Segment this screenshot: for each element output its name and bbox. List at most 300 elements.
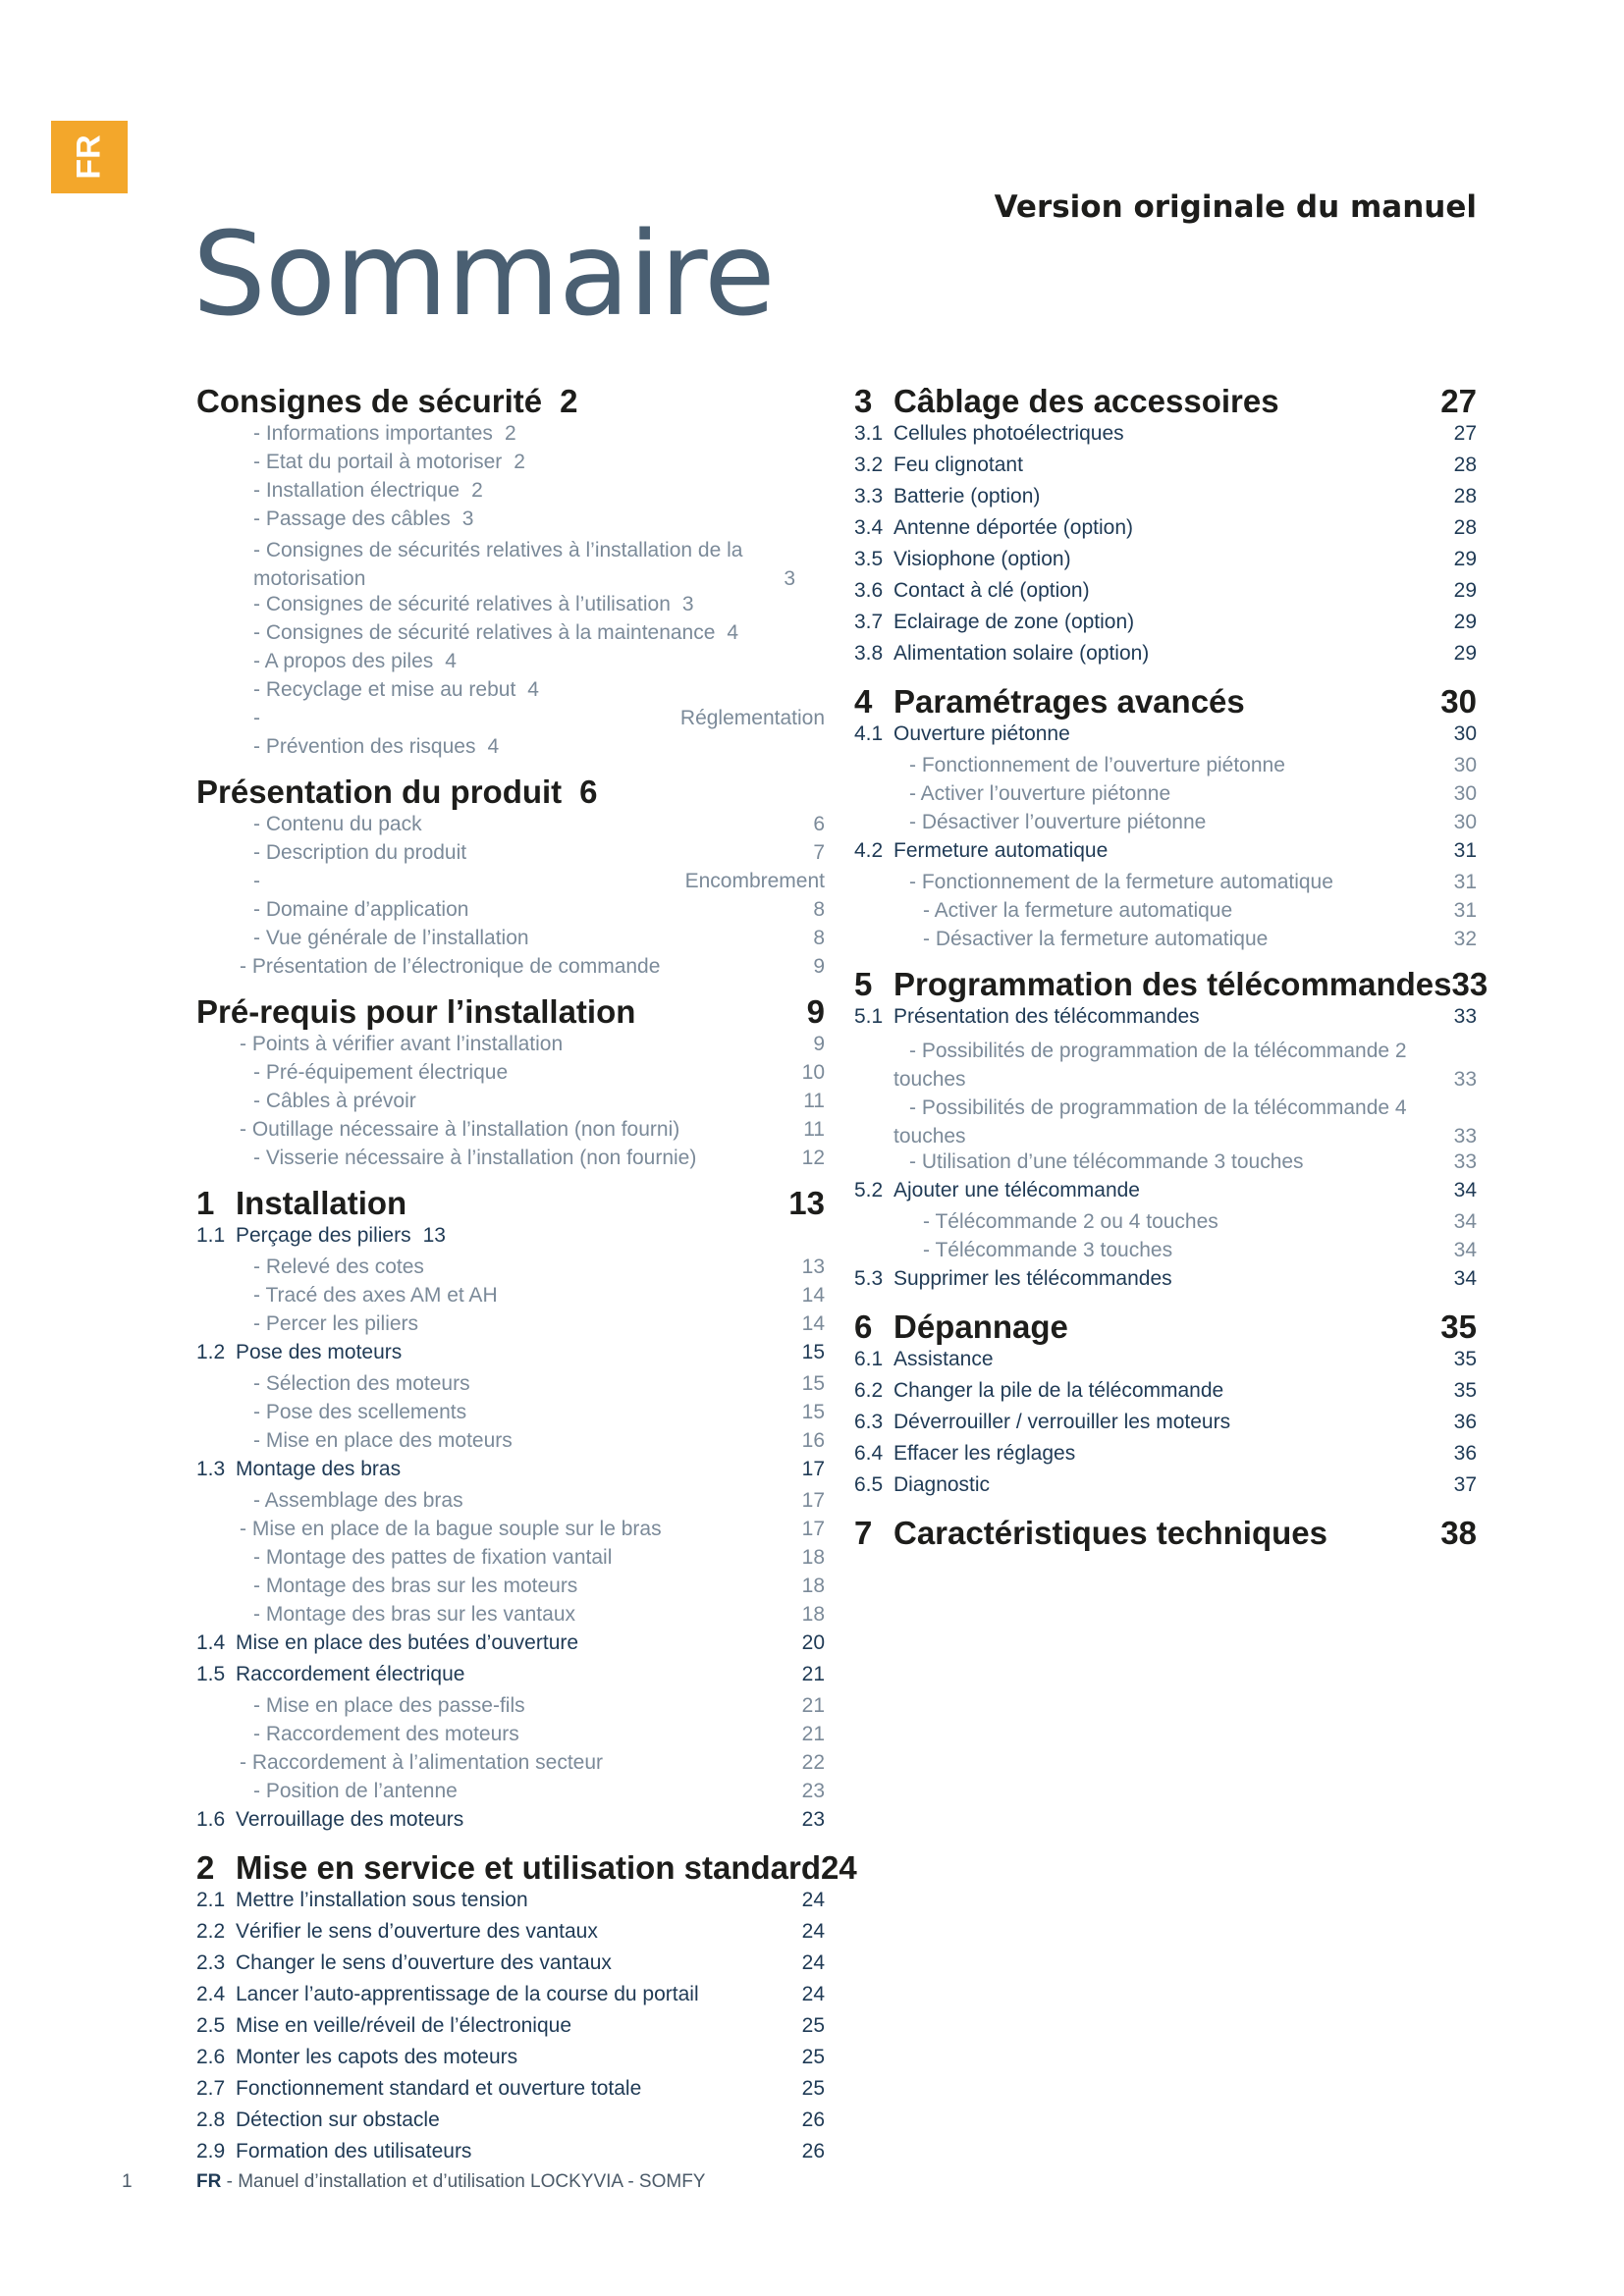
toc-chapter-label: Installation: [236, 1185, 407, 1221]
toc-entry-label: - Possibilités de programmation de la télécommande 2: [909, 1040, 1407, 1062]
toc-section-page: 36: [1453, 1411, 1477, 1433]
toc-subitem-title: [854, 782, 1454, 806]
toc-subitem-label: - Montage des bras sur les moteurs: [253, 1575, 578, 1597]
toc-subitem-page: 10: [801, 1061, 825, 1084]
toc-section-page: 24: [801, 1983, 825, 2005]
toc-section-title: [854, 839, 1454, 863]
toc-subitem-page: 4: [445, 650, 457, 672]
toc-subitem: [196, 870, 825, 898]
toc-subitem-title: [196, 898, 813, 922]
toc-subitem-title: [196, 1694, 802, 1718]
toc-section-title: [854, 1005, 1454, 1029]
toc-subitem: [196, 1489, 825, 1518]
toc-subitem-label: - Mise en place des moteurs: [253, 1429, 513, 1452]
toc-subitem-label: - Informations importantes: [253, 422, 493, 445]
toc-section: [196, 1808, 825, 1840]
toc-subitem-page: 17: [801, 1518, 825, 1540]
toc-entry-label: touches: [893, 1068, 966, 1091]
toc-section-title: [854, 548, 1454, 571]
toc-section-page: 30: [1453, 722, 1477, 745]
language-tab-label: FR: [70, 134, 108, 180]
toc-entry-label: touches: [893, 1125, 966, 1148]
toc-section: [196, 2077, 825, 2109]
toc-subitem-title: [196, 479, 825, 503]
toc-subitem-page: 34: [1453, 1239, 1477, 1261]
toc-subitem-page: 14: [801, 1312, 825, 1335]
toc-subitem: [196, 1033, 825, 1061]
toc-section-page: 34: [1453, 1179, 1477, 1201]
toc-subitem-label: - Installation électrique: [253, 479, 460, 502]
toc-subitem-label: - Désactiver l’ouverture piétonne: [909, 811, 1207, 833]
toc-section-title: [196, 1808, 802, 1832]
toc-entry-line2: [854, 1122, 1477, 1150]
toc-subitem-title: [196, 1603, 802, 1627]
toc-chapter-label: Pré-requis pour l’installation: [196, 993, 636, 1030]
toc-chapter: [196, 1185, 825, 1222]
toc-subitem-page: 2: [514, 451, 525, 473]
toc-section-title: [854, 1473, 1454, 1497]
toc-section: [854, 1473, 1477, 1505]
toc-subitem: [196, 1255, 825, 1284]
toc-section: [854, 1379, 1477, 1411]
toc-subitem-label: - Présentation de l’électronique de commande: [240, 955, 661, 978]
toc-section-page: 33: [1453, 1005, 1477, 1028]
toc-section: [854, 1267, 1477, 1299]
toc-section: [854, 422, 1477, 454]
toc-subitem-page: 34: [1453, 1210, 1477, 1233]
toc-section-label: Eclairage de zone (option): [893, 611, 1135, 633]
toc-subitem-page: 16: [801, 1429, 825, 1452]
toc-entry-page: 33: [1453, 1068, 1477, 1091]
toc-subitem-label: - Fonctionnement de la fermeture automatique: [909, 871, 1333, 893]
toc-subitem-title: [196, 707, 680, 730]
toc-section-title: [854, 579, 1454, 603]
toc-section-title: [854, 1442, 1454, 1466]
toc-subitem: [196, 678, 825, 707]
toc-section: [196, 1341, 825, 1372]
toc-subitem-title: [854, 1210, 1454, 1234]
toc-subitem-page: 9: [813, 1033, 825, 1055]
toc-section-label: Mise en place des butées d’ouverture: [236, 1631, 579, 1654]
toc-subitem-title: [196, 1751, 802, 1775]
toc-subitem: [196, 1780, 825, 1808]
toc-subitem-label: - Passage des câbles: [253, 507, 451, 530]
toc-subitem-label: - Consignes de sécurité relatives à la maintenance: [253, 621, 716, 644]
toc-subitem: [196, 1118, 825, 1147]
toc-subitem: [854, 1150, 1477, 1179]
toc-section: [854, 548, 1477, 579]
toc-subitem: [196, 1147, 825, 1175]
toc-chapter-title: [854, 683, 1440, 721]
toc-subitem-label: - Raccordement des moteurs: [253, 1723, 519, 1745]
toc-subitem: [196, 1603, 825, 1631]
toc-subitem-title: [196, 1147, 802, 1170]
toc-subitem-page: 32: [1453, 928, 1477, 950]
toc-subitem-page: 30: [1453, 811, 1477, 833]
toc-subitem-page: 17: [801, 1489, 825, 1512]
toc-chapter-page: 24: [821, 1849, 857, 1886]
toc-subitem-title: [196, 1312, 802, 1336]
toc-section-label: Mise en veille/réveil de l’électronique: [236, 2014, 572, 2037]
toc-section-label: Formation des utilisateurs: [236, 2140, 472, 2163]
toc-chapter: [196, 383, 825, 420]
toc-subitem: [196, 507, 825, 536]
toc-chapter-page: 33: [1451, 966, 1489, 1002]
toc-subitem: [196, 1694, 825, 1723]
toc-section-title: [854, 611, 1454, 634]
toc-subitem-page: 18: [801, 1546, 825, 1569]
toc-section-page: 24: [801, 1889, 825, 1911]
toc-section-label: Diagnostic: [893, 1473, 991, 1496]
toc-section-number: 1.5: [196, 1663, 226, 1685]
toc-section-page: 26: [801, 2109, 825, 2131]
toc-chapter-number: 2: [196, 1849, 215, 1886]
toc-subitem-label: - Position de l’antenne: [253, 1780, 458, 1802]
toc-section-number: 1.4: [196, 1631, 226, 1654]
toc-section-title: [196, 2140, 802, 2163]
toc-section-label: Pose des moteurs: [236, 1341, 403, 1363]
toc-section-title: [196, 1920, 802, 1944]
toc-entry-line2: [196, 564, 825, 593]
toc-section-page: 28: [1453, 485, 1477, 507]
toc-subitem: [196, 735, 825, 764]
toc-subitem-title: [196, 927, 813, 950]
toc-subitem-label: - Visserie nécessaire à l’installation (non fournie): [253, 1147, 697, 1169]
toc-section-number: 2.9: [196, 2140, 226, 2163]
toc-subitem-title: [196, 1284, 802, 1308]
toc-subitem-title: [196, 678, 825, 702]
toc-subitem-title: [854, 871, 1454, 894]
page-title: Sommaire: [192, 206, 775, 342]
toc-section-number: 1.3: [196, 1458, 226, 1480]
toc-chapter-title: [854, 1515, 1440, 1552]
toc-subitem-label: - Montage des pattes de fixation vantail: [253, 1546, 613, 1569]
toc-subitem-label: - Utilisation d’une télécommande 3 touches: [909, 1150, 1304, 1173]
toc-section-page: 17: [801, 1458, 825, 1480]
toc-section-page: 35: [1453, 1379, 1477, 1402]
toc-chapter: [854, 1515, 1477, 1552]
toc-subitem: [854, 754, 1477, 782]
toc-subitem: [854, 871, 1477, 899]
toc-section-title: [854, 1379, 1454, 1403]
toc-section-page: 20: [801, 1631, 825, 1654]
toc-subitem: [196, 1284, 825, 1312]
toc-section-label: Batterie (option): [893, 485, 1041, 507]
toc-subitem-title: [196, 422, 825, 446]
toc-section-label: Ajouter une télécommande: [893, 1179, 1140, 1201]
toc-section-number: 2.4: [196, 1983, 226, 2005]
toc-subitem: [196, 1429, 825, 1458]
toc-chapter-title: [854, 966, 1452, 1003]
toc-chapter: [854, 683, 1477, 721]
toc-subitem: [196, 1575, 825, 1603]
toc-entry-wrapped: [196, 536, 825, 593]
toc-subitem-page: 2: [471, 479, 483, 502]
toc-subitem: [196, 1723, 825, 1751]
toc-subitem-title: [854, 811, 1454, 834]
toc-subitem-page: 22: [801, 1751, 825, 1774]
toc-section: [196, 1663, 825, 1694]
toc-subitem-title: [196, 955, 813, 979]
toc-subitem: [854, 782, 1477, 811]
toc-section-label: Verrouillage des moteurs: [236, 1808, 464, 1831]
toc-section-number: 5.2: [854, 1179, 884, 1201]
toc-section-page: 34: [1453, 1267, 1477, 1290]
toc-subitem-title: [196, 1372, 802, 1396]
toc-subitem-title: [196, 1575, 802, 1598]
toc-subitem-title: [196, 1429, 802, 1453]
toc-section-label: Changer la pile de la télécommande: [893, 1379, 1224, 1402]
toc-section-page: 31: [1453, 839, 1477, 862]
toc-section-page: 24: [801, 1920, 825, 1943]
toc-subitem-page: 18: [801, 1575, 825, 1597]
toc-chapter-number: 7: [854, 1515, 873, 1551]
toc-chapter: [854, 1308, 1477, 1346]
toc-subitem-label: - Fonctionnement de l’ouverture piétonne: [909, 754, 1285, 776]
toc-section-title: [196, 2046, 802, 2069]
toc-section-label: Feu clignotant: [893, 454, 1023, 476]
toc-subitem-page: 3: [681, 593, 694, 615]
toc-section-number: 3.2: [854, 454, 884, 476]
toc-subitem: [196, 1518, 825, 1546]
footer-text: [196, 2171, 705, 2193]
toc-subitem-page: 31: [1453, 871, 1477, 893]
toc-subitem-title: [196, 1401, 802, 1424]
toc-subitem-label: - Domaine d’application: [253, 898, 469, 921]
toc-subitem-page: 3: [461, 507, 474, 530]
toc-subitem-page: 2: [504, 422, 516, 445]
toc-chapter-label: Programmation des télécommandes: [893, 966, 1452, 1002]
toc-subitem: [854, 899, 1477, 928]
toc-subitem-title: [854, 754, 1454, 777]
toc-subitem: [196, 955, 825, 984]
toc-subitem: [196, 1061, 825, 1090]
toc-subitem-label: - Relevé des cotes: [253, 1255, 424, 1278]
toc-subitem-page: 33: [1453, 1150, 1477, 1173]
toc-subitem-page: 12: [801, 1147, 825, 1169]
toc-section-number: 2.6: [196, 2046, 226, 2068]
toc-entry-label: motorisation: [253, 567, 366, 590]
toc-subitem-page: 30: [1453, 754, 1477, 776]
toc-subitem-page: 11: [803, 1090, 825, 1112]
toc-chapter-page: 27: [1440, 383, 1477, 419]
toc-subitem-label: - Vue générale de l’installation: [253, 927, 529, 949]
toc-subitem-label: - Description du produit: [253, 841, 467, 864]
toc-subitem-title: [196, 841, 813, 865]
toc-subitem-title: [196, 1033, 813, 1056]
toc-subitem-title: [854, 928, 1454, 951]
toc-chapter-label: Mise en service et utilisation standard: [236, 1849, 822, 1886]
toc-section-number: 3.8: [854, 642, 884, 665]
toc-left-column: [196, 383, 857, 2171]
toc-section-label: Vérifier le sens d’ouverture des vantaux: [236, 1920, 598, 1943]
language-tab: [51, 121, 128, 193]
toc-chapter-title: [854, 1308, 1440, 1346]
toc-section-number: 6.2: [854, 1379, 884, 1402]
toc-section-page: 27: [1453, 422, 1477, 445]
toc-section-label: Antenne déportée (option): [893, 516, 1134, 539]
toc-subitem: [196, 841, 825, 870]
toc-subitem-label: - Pose des scellements: [253, 1401, 467, 1423]
toc-chapter: [854, 966, 1489, 1003]
toc-section: [196, 1920, 825, 1951]
toc-section-label: Assistance: [893, 1348, 994, 1370]
toc-subitem-page: 8: [813, 927, 825, 949]
toc-subitem-label: - Points à vérifier avant l’installation: [240, 1033, 564, 1055]
toc-subitem-page: 7: [813, 841, 825, 864]
toc-section-page: 29: [1453, 611, 1477, 633]
toc-section-page: 23: [801, 1808, 825, 1831]
toc-section-title: [854, 1348, 1454, 1371]
toc-subitem-page: 11: [803, 1118, 825, 1141]
toc-section-number: 6.1: [854, 1348, 884, 1370]
toc-chapter-label: Présentation du produit: [196, 774, 563, 810]
toc-section-label: Déverrouiller / verrouiller les moteurs: [893, 1411, 1231, 1433]
toc-section-label: Effacer les réglages: [893, 1442, 1076, 1465]
toc-chapter-page: 38: [1440, 1515, 1477, 1551]
toc-subitem: [196, 707, 825, 735]
toc-section: [854, 1411, 1477, 1442]
toc-section-title: [854, 1179, 1454, 1202]
toc-subitem-page: 21: [801, 1723, 825, 1745]
toc-subitem-page: Encombrement: [684, 870, 825, 892]
toc-chapter-number: 1: [196, 1185, 215, 1221]
toc-section: [196, 1983, 825, 2014]
toc-section: [196, 1224, 825, 1255]
toc-chapter-title: [196, 1185, 788, 1222]
toc-subitem-label: - Câbles à prévoir: [253, 1090, 416, 1112]
toc-chapter-page: 30: [1440, 683, 1477, 720]
toc-right-column: [854, 383, 1489, 1554]
toc-chapter-page: 6: [579, 774, 598, 810]
toc-chapter: [196, 1849, 857, 1887]
toc-section-number: 6.4: [854, 1442, 884, 1465]
toc-chapter: [196, 993, 825, 1031]
toc-section-label: Détection sur obstacle: [236, 2109, 440, 2131]
toc-chapter-number: 5: [854, 966, 873, 1002]
toc-subitem-label: - Etat du portail à motoriser: [253, 451, 503, 473]
toc-subitem-label: - Contenu du pack: [253, 813, 422, 835]
toc-chapter: [196, 774, 825, 811]
toc-section-page: 15: [801, 1341, 825, 1363]
toc-subitem-label: - Montage des bras sur les vantaux: [253, 1603, 576, 1626]
toc-subitem-page: 4: [727, 621, 739, 644]
toc-section: [854, 1005, 1477, 1037]
toc-section-title: [196, 1889, 802, 1912]
toc-section-number: 6.5: [854, 1473, 884, 1496]
toc-section-label: Fermeture automatique: [893, 839, 1109, 862]
toc-section-number: 3.6: [854, 579, 884, 602]
toc-subitem: [196, 1312, 825, 1341]
toc-section-page: 36: [1453, 1442, 1477, 1465]
toc-subitem-label: -: [253, 870, 260, 892]
toc-section-number: 2.3: [196, 1951, 226, 1974]
toc-section-page: 24: [801, 1951, 825, 1974]
toc-section-page: 37: [1453, 1473, 1477, 1496]
toc-subitem: [196, 813, 825, 841]
toc-section-title: [196, 1983, 802, 2006]
toc-section: [196, 2046, 825, 2077]
toc-section-label: Supprimer les télécommandes: [893, 1267, 1172, 1290]
toc-section: [854, 722, 1477, 754]
toc-subitem: [196, 451, 825, 479]
toc-subitem-title: [196, 1118, 803, 1142]
toc-subitem-title: [196, 1780, 802, 1803]
toc-entry-label: - Consignes de sécurités relatives à l’installation de la: [253, 539, 743, 561]
toc-subitem-label: - Consignes de sécurité relatives à l’utilisation: [253, 593, 671, 615]
toc-subitem-label: - Sélection des moteurs: [253, 1372, 470, 1395]
toc-section: [854, 454, 1477, 485]
toc-subitem-label: - Activer la fermeture automatique: [923, 899, 1233, 922]
toc-section-label: Présentation des télécommandes: [893, 1005, 1200, 1028]
toc-section-title: [854, 454, 1454, 477]
toc-subitem-page: 8: [813, 898, 825, 921]
toc-section-label: Raccordement électrique: [236, 1663, 465, 1685]
toc-section-title: [196, 2077, 802, 2101]
toc-subitem: [196, 1546, 825, 1575]
toc-subitem: [196, 1090, 825, 1118]
toc-section-page: 25: [801, 2046, 825, 2068]
toc-subitem-title: [854, 899, 1454, 923]
toc-subitem-label: - Pré-équipement électrique: [253, 1061, 509, 1084]
toc-subitem-title: [196, 650, 825, 673]
toc-chapter-number: 4: [854, 683, 873, 720]
toc-section-title: [196, 1663, 802, 1686]
toc-subitem-label: - Activer l’ouverture piétonne: [909, 782, 1171, 805]
toc-section-page: 25: [801, 2077, 825, 2100]
toc-subitem-label: - A propos des piles: [253, 650, 434, 672]
toc-section-title: [196, 1951, 802, 1975]
toc-section-page: 26: [801, 2140, 825, 2163]
toc-subitem-label: - Recyclage et mise au rebut: [253, 678, 516, 701]
toc-section-number: 3.4: [854, 516, 884, 539]
toc-subitem: [196, 1401, 825, 1429]
toc-section-number: 3.7: [854, 611, 884, 633]
toc-subitem-label: - Percer les piliers: [253, 1312, 419, 1335]
toc-section-page: 28: [1453, 516, 1477, 539]
toc-subitem-page: 14: [801, 1284, 825, 1307]
toc-section-page: 29: [1453, 642, 1477, 665]
toc-section-number: 2.2: [196, 1920, 226, 1943]
toc-section: [854, 485, 1477, 516]
toc-section: [854, 611, 1477, 642]
toc-subitem-page: 23: [801, 1780, 825, 1802]
toc-section-number: 1.1: [196, 1224, 226, 1247]
toc-subitem-page: 18: [801, 1603, 825, 1626]
toc-subitem-page: 31: [1453, 899, 1477, 922]
toc-section-number: 3.3: [854, 485, 884, 507]
toc-chapter-label: Dépannage: [893, 1308, 1068, 1345]
toc-section-label: Perçage des piliers: [236, 1224, 411, 1247]
toc-subitem: [854, 811, 1477, 839]
footer-page-number: 1: [122, 2171, 133, 2192]
toc-section-page: 28: [1453, 454, 1477, 476]
toc-subitem-title: [196, 1518, 802, 1541]
toc-chapter-label: Paramétrages avancés: [893, 683, 1245, 720]
toc-section: [854, 1442, 1477, 1473]
toc-chapter-label: Consignes de sécurité: [196, 383, 543, 419]
toc-section-number: 5.3: [854, 1267, 884, 1290]
toc-section: [196, 1889, 825, 1920]
toc-section: [196, 2109, 825, 2140]
toc-chapter: [854, 383, 1477, 420]
toc-subitem: [854, 1210, 1477, 1239]
toc-subitem-label: - Tracé des axes AM et AH: [253, 1284, 498, 1307]
toc-section-title: [196, 1631, 802, 1655]
toc-section-label: Fonctionnement standard et ouverture totale: [236, 2077, 642, 2100]
toc-section-title: [854, 722, 1454, 746]
toc-subitem-page: 4: [527, 678, 539, 701]
